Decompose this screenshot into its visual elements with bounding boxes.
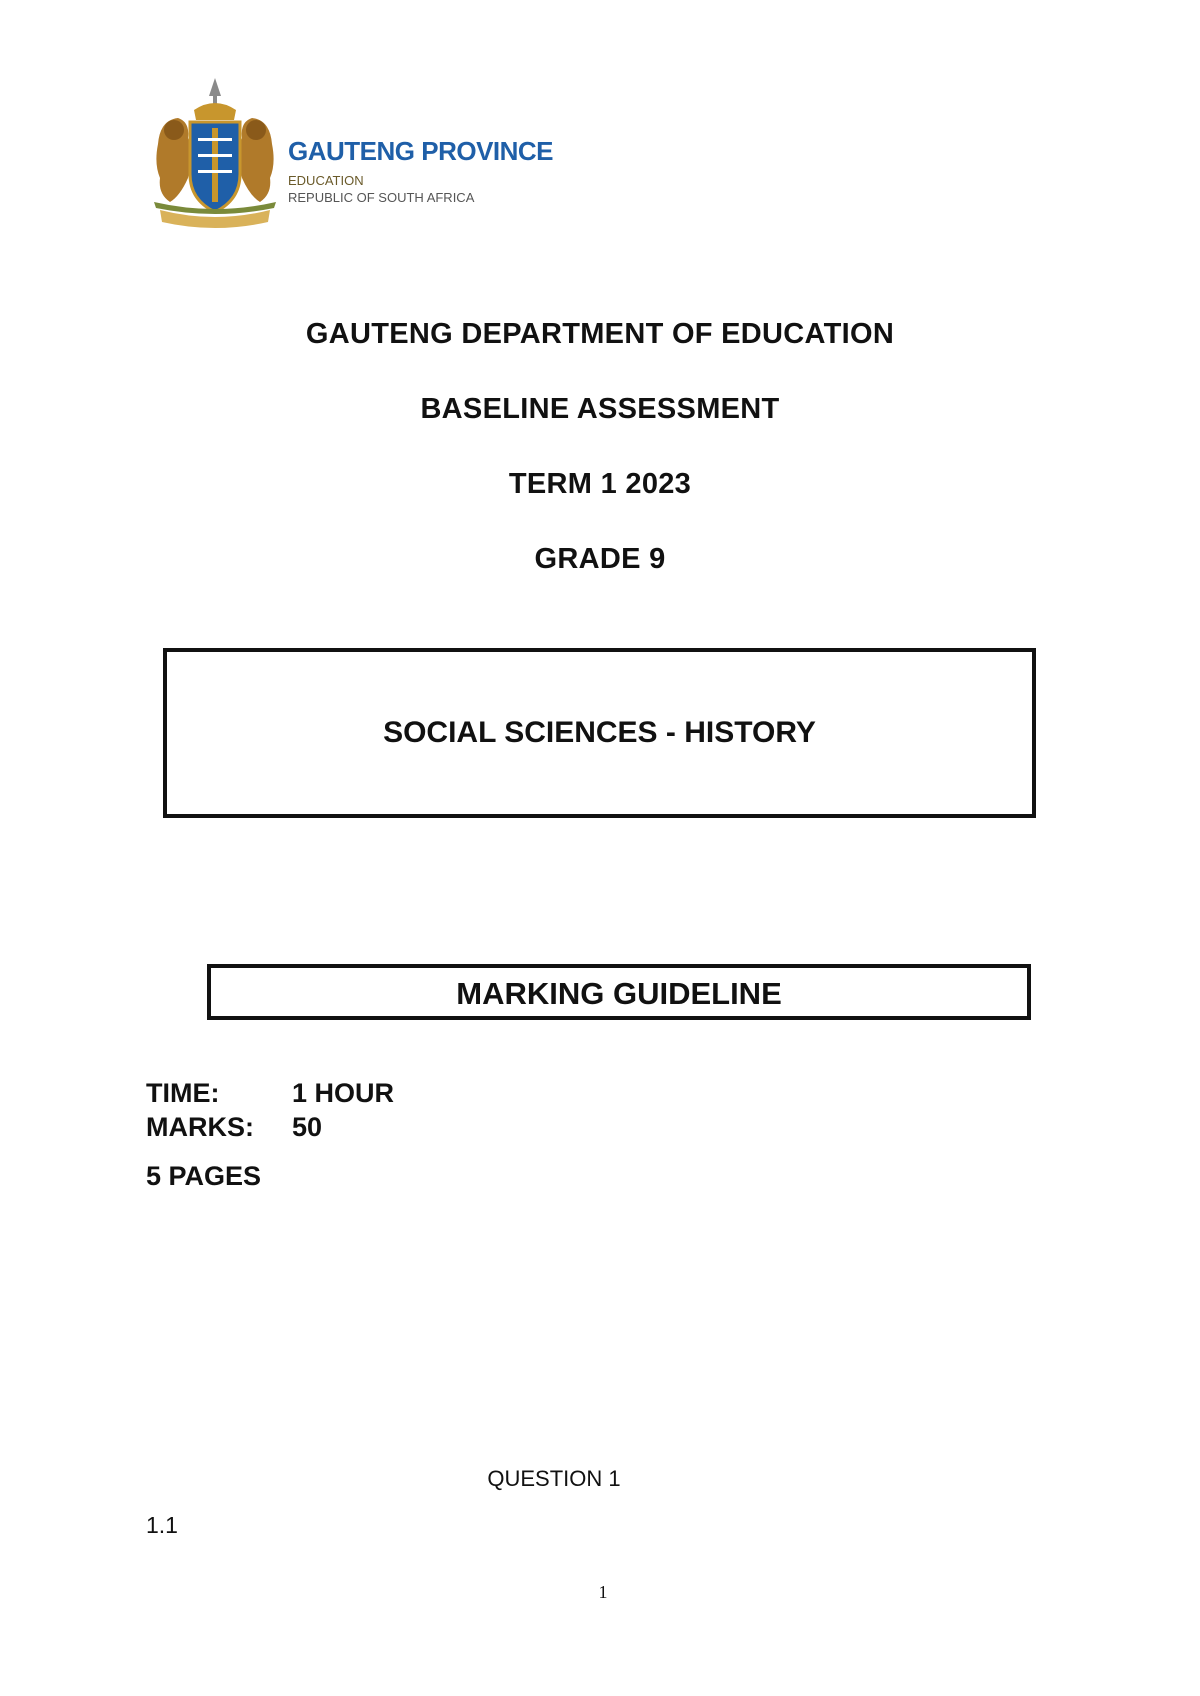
guideline-title: MARKING GUIDELINE bbox=[456, 976, 782, 1011]
page-number: 1 bbox=[598, 1582, 608, 1602]
gauteng-logo bbox=[150, 74, 554, 230]
time-row bbox=[146, 1078, 394, 1109]
logo-country: REPUBLIC OF SOUTH AFRICA bbox=[288, 190, 475, 205]
question-title: QUESTION 1 bbox=[487, 1466, 621, 1491]
department-heading: GAUTENG DEPARTMENT OF EDUCATION bbox=[305, 318, 895, 350]
marks-value: 50 bbox=[292, 1112, 323, 1142]
guideline-box bbox=[207, 964, 1031, 1020]
marks-row bbox=[146, 1112, 322, 1143]
term-heading: TERM 1 2023 bbox=[508, 468, 692, 500]
time-label: TIME: bbox=[146, 1078, 220, 1108]
subject-box bbox=[163, 648, 1036, 818]
pages-count: 5 PAGES bbox=[146, 1161, 262, 1191]
coat-of-arms-icon bbox=[150, 74, 280, 230]
logo-subtitle: EDUCATION bbox=[288, 173, 364, 188]
question-number: 1.1 bbox=[146, 1512, 178, 1538]
grade-heading: GRADE 9 bbox=[534, 543, 666, 575]
marks-label: MARKS: bbox=[146, 1112, 254, 1142]
subject-title: SOCIAL SCIENCES - HISTORY bbox=[383, 716, 816, 749]
time-value: 1 HOUR bbox=[292, 1078, 395, 1108]
logo-title: GAUTENG PROVINCE bbox=[288, 136, 554, 166]
assessment-heading: BASELINE ASSESSMENT bbox=[420, 393, 780, 425]
